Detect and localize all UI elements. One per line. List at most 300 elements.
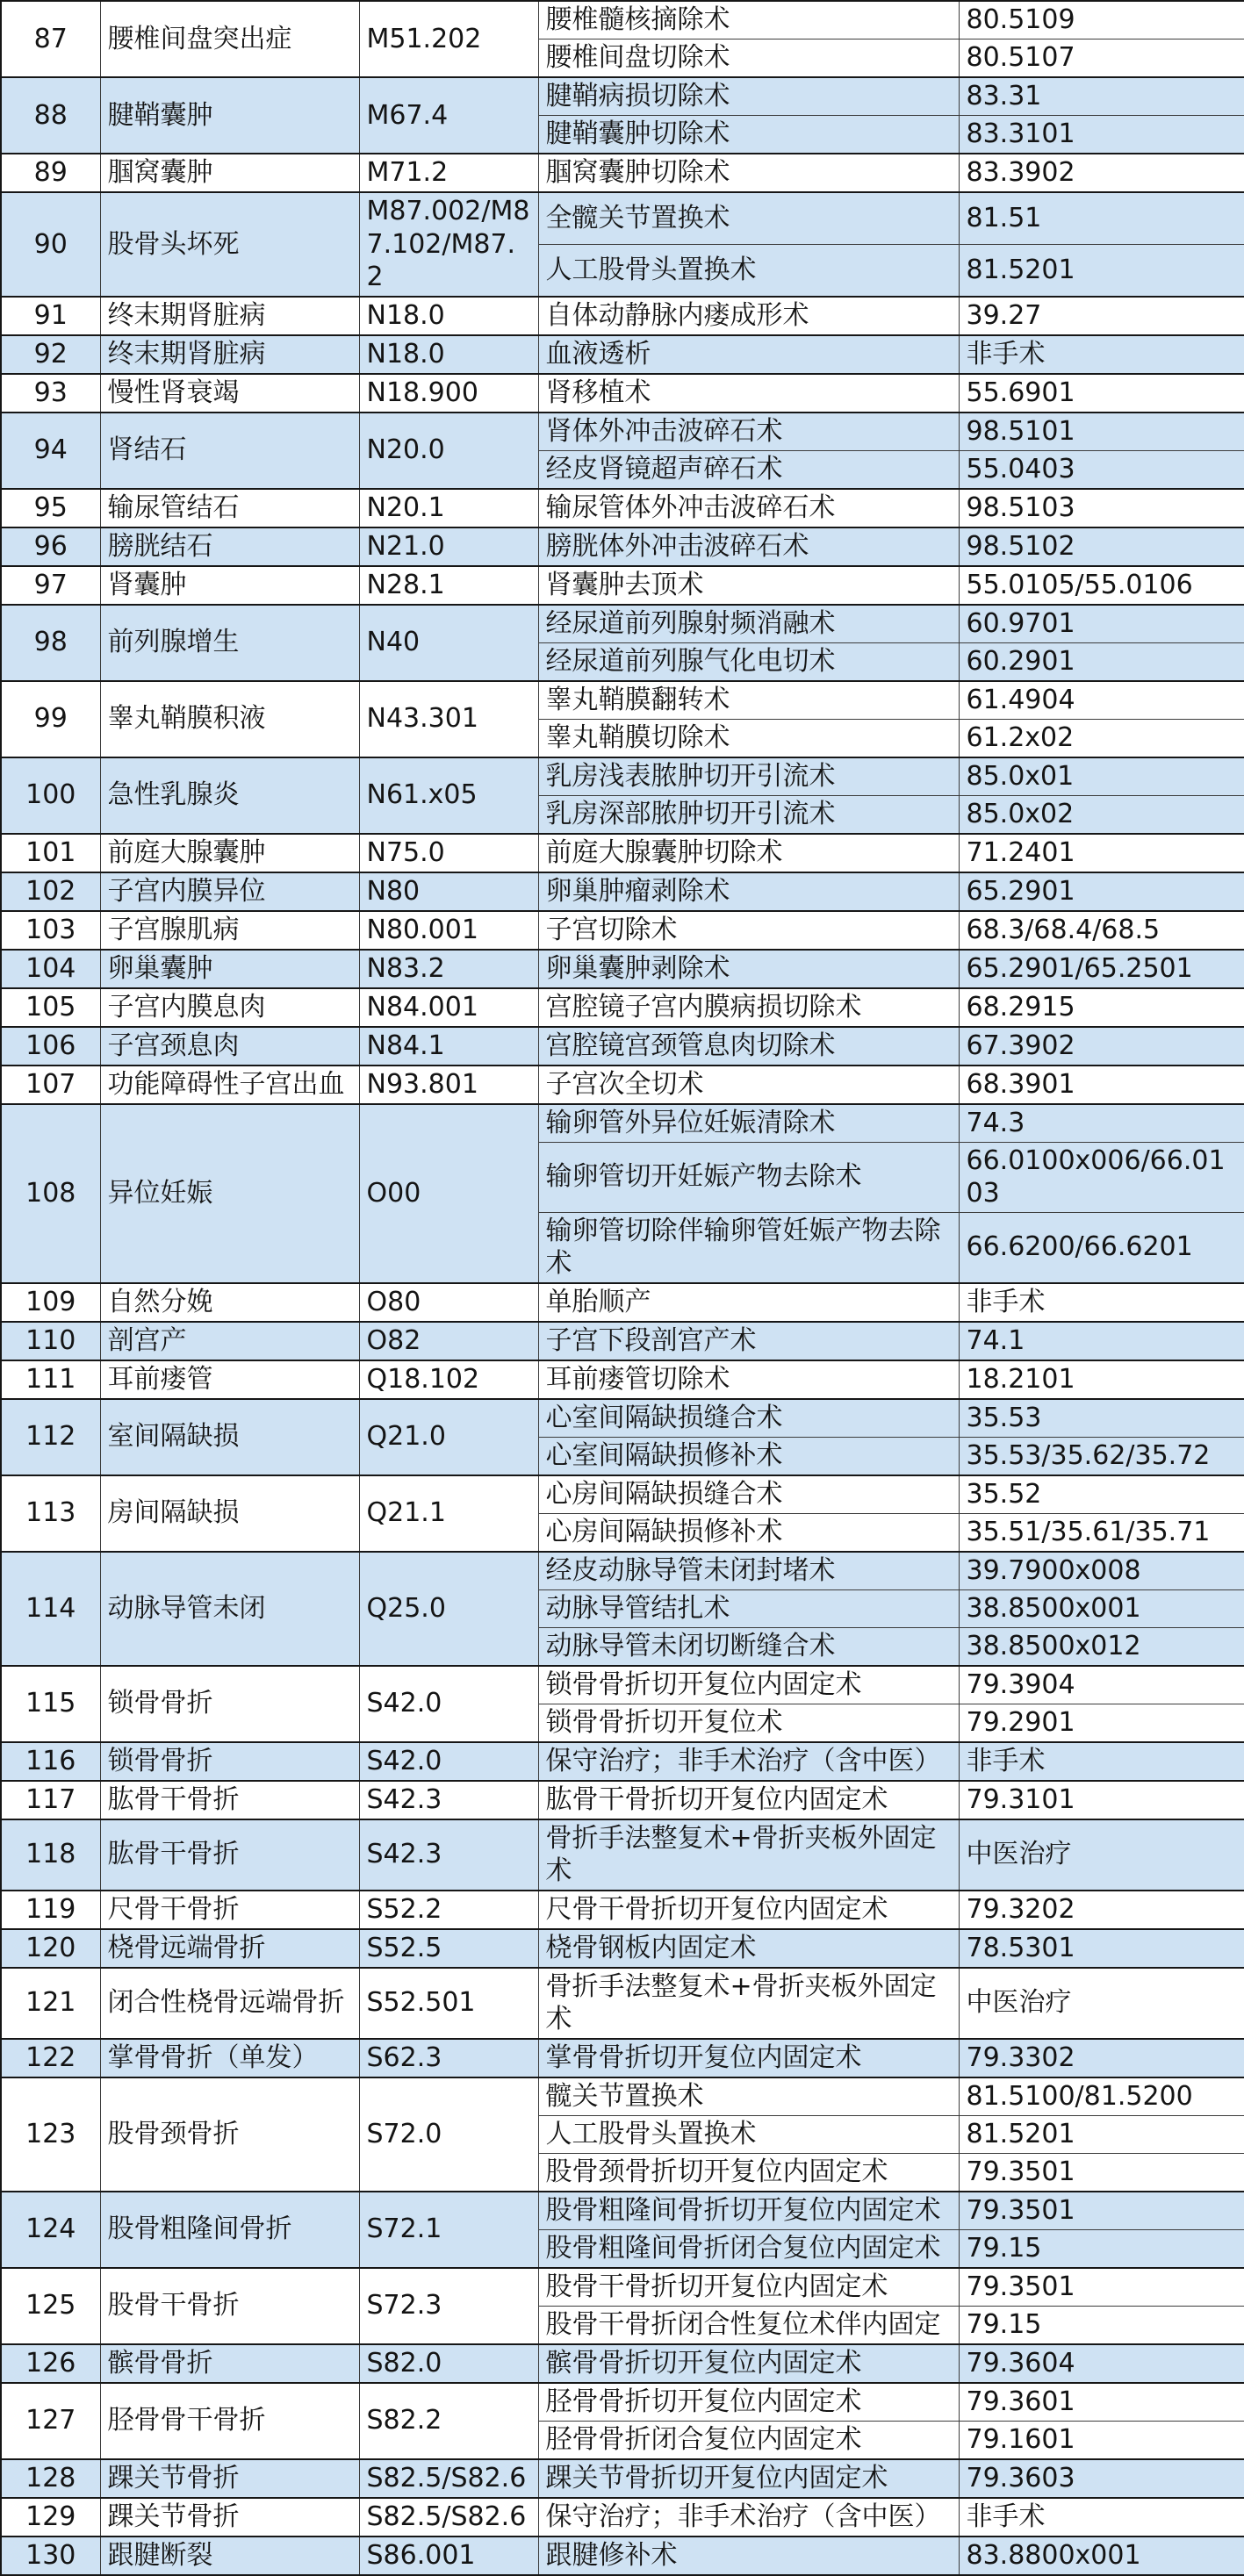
diagnosis-cell: 房间隔缺损	[100, 1475, 359, 1552]
diagnosis-cell: 掌骨骨折（单发）	[100, 2039, 359, 2077]
row-number-cell: 127	[1, 2383, 100, 2459]
icd10-code-cell: N61.x05	[359, 757, 538, 834]
table-row	[1, 1322, 1244, 1360]
row-number-cell: 87	[1, 1, 100, 77]
icd10-code-cell: N18.0	[359, 297, 538, 335]
icd10-code-cell: S72.0	[359, 2077, 538, 2192]
procedure-code-cell: 68.3901	[959, 1066, 1244, 1104]
diagnosis-cell: 闭合性桡骨远端骨折	[100, 1968, 359, 2039]
procedure-code-cell: 71.2401	[959, 834, 1244, 872]
procedure-code-cell: 79.3604	[959, 2344, 1244, 2383]
row-number-cell: 112	[1, 1399, 100, 1475]
procedure-name-cell: 宫腔镜子宫内膜病损切除术	[538, 988, 959, 1027]
procedure-name-cell: 输卵管切开妊娠产物去除术	[538, 1142, 959, 1212]
procedure-name-cell: 经尿道前列腺气化电切术	[538, 642, 959, 681]
icd10-code-cell: S62.3	[359, 2039, 538, 2077]
table-row	[1, 1360, 1244, 1399]
procedure-name-cell: 骨折手法整复术+骨折夹板外固定术	[538, 1819, 959, 1891]
procedure-name-cell: 股骨干骨折切开复位内固定术	[538, 2268, 959, 2307]
icd10-code-cell: N18.900	[359, 374, 538, 413]
table-row	[1, 154, 1244, 192]
procedure-code-cell: 79.3501	[959, 2192, 1244, 2230]
procedure-code-cell: 18.2101	[959, 1360, 1244, 1399]
diagnosis-cell: 髌骨骨折	[100, 2344, 359, 2383]
procedure-code-cell: 98.5103	[959, 489, 1244, 527]
procedure-name-cell: 股骨颈骨折切开复位内固定术	[538, 2153, 959, 2192]
icd10-code-cell: M51.202	[359, 1, 538, 77]
diagnosis-cell: 功能障碍性子宫出血	[100, 1066, 359, 1104]
procedure-name-cell: 骨折手法整复术+骨折夹板外固定术	[538, 1968, 959, 2039]
procedure-name-cell: 膀胱体外冲击波碎石术	[538, 527, 959, 566]
procedure-name-cell: 腘窝囊肿切除术	[538, 154, 959, 192]
row-number-cell: 125	[1, 2268, 100, 2344]
table-row	[1, 2459, 1244, 2498]
procedure-name-cell: 输尿管体外冲击波碎石术	[538, 489, 959, 527]
procedure-code-cell: 79.3601	[959, 2383, 1244, 2422]
table-row	[1, 2077, 1244, 2116]
icd10-code-cell: N84.001	[359, 988, 538, 1027]
diagnosis-cell: 尺骨干骨折	[100, 1891, 359, 1929]
table-row	[1, 757, 1244, 796]
table-row	[1, 1742, 1244, 1781]
table-row	[1, 1475, 1244, 1514]
icd10-code-cell: S82.0	[359, 2344, 538, 2383]
diagnosis-cell: 子宫内膜异位	[100, 872, 359, 911]
table-row	[1, 1891, 1244, 1929]
table-row	[1, 1968, 1244, 2039]
icd10-code-cell: M67.4	[359, 77, 538, 154]
procedure-code-cell: 79.3904	[959, 1666, 1244, 1704]
diagnosis-cell: 室间隔缺损	[100, 1399, 359, 1475]
procedure-code-cell: 中医治疗	[959, 1968, 1244, 2039]
procedure-name-cell: 跟腱修补术	[538, 2537, 959, 2575]
procedure-name-cell: 心房间隔缺损修补术	[538, 1513, 959, 1552]
procedure-code-cell: 61.4904	[959, 681, 1244, 720]
table-row	[1, 2344, 1244, 2383]
icd10-code-cell: N43.301	[359, 681, 538, 757]
procedure-code-cell: 98.5102	[959, 527, 1244, 566]
row-number-cell: 109	[1, 1283, 100, 1322]
table-row	[1, 1781, 1244, 1819]
procedure-name-cell: 腱鞘病损切除术	[538, 77, 959, 116]
icd10-code-cell: Q21.0	[359, 1399, 538, 1475]
procedure-name-cell: 肾移植术	[538, 374, 959, 413]
table-row	[1, 1066, 1244, 1104]
table-row	[1, 988, 1244, 1027]
icd10-code-cell: O82	[359, 1322, 538, 1360]
table-row	[1, 2192, 1244, 2230]
table-row	[1, 297, 1244, 335]
procedure-table-body	[1, 1, 1244, 2575]
row-number-cell: 107	[1, 1066, 100, 1104]
procedure-name-cell: 子宫切除术	[538, 911, 959, 950]
procedure-code-cell: 39.27	[959, 297, 1244, 335]
table-row	[1, 489, 1244, 527]
row-number-cell: 90	[1, 192, 100, 297]
row-number-cell: 98	[1, 605, 100, 681]
table-row	[1, 681, 1244, 720]
table-row	[1, 1666, 1244, 1704]
icd10-code-cell: M87.002/M87.102/M87.2	[359, 192, 538, 297]
row-number-cell: 101	[1, 834, 100, 872]
procedure-code-cell: 81.5201	[959, 2115, 1244, 2153]
procedure-name-cell: 经皮动脉导管未闭封堵术	[538, 1552, 959, 1590]
icd10-code-cell: O80	[359, 1283, 538, 1322]
icd10-code-cell: S42.3	[359, 1819, 538, 1891]
row-number-cell: 108	[1, 1104, 100, 1283]
table-row	[1, 911, 1244, 950]
row-number-cell: 122	[1, 2039, 100, 2077]
row-number-cell: 130	[1, 2537, 100, 2575]
diagnosis-cell: 股骨干骨折	[100, 2268, 359, 2344]
row-number-cell: 95	[1, 489, 100, 527]
table-row	[1, 1, 1244, 39]
diagnosis-cell: 剖宫产	[100, 1322, 359, 1360]
procedure-code-cell: 79.15	[959, 2229, 1244, 2268]
row-number-cell: 111	[1, 1360, 100, 1399]
icd10-code-cell: N20.0	[359, 413, 538, 489]
procedure-code-cell: 中医治疗	[959, 1819, 1244, 1891]
procedure-code-cell: 85.0x02	[959, 795, 1244, 834]
procedure-name-cell: 乳房浅表脓肿切开引流术	[538, 757, 959, 796]
icd10-code-cell: N40	[359, 605, 538, 681]
icd10-code-cell: N80	[359, 872, 538, 911]
procedure-code-cell: 68.3/68.4/68.5	[959, 911, 1244, 950]
procedure-code-cell: 80.5107	[959, 39, 1244, 78]
table-row	[1, 834, 1244, 872]
procedure-name-cell: 尺骨干骨折切开复位内固定术	[538, 1891, 959, 1929]
procedure-name-cell: 子宫下段剖宫产术	[538, 1322, 959, 1360]
icd10-code-cell: Q21.1	[359, 1475, 538, 1552]
procedure-code-cell: 非手术	[959, 335, 1244, 374]
procedure-code-cell: 66.0100x006/66.0103	[959, 1142, 1244, 1212]
diagnosis-cell: 肱骨干骨折	[100, 1819, 359, 1891]
icd10-code-cell: S82.5/S82.6	[359, 2459, 538, 2498]
procedure-name-cell: 心房间隔缺损缝合术	[538, 1475, 959, 1514]
icd10-code-cell: N18.0	[359, 335, 538, 374]
diagnosis-cell: 胫骨骨干骨折	[100, 2383, 359, 2459]
procedure-code-cell: 67.3902	[959, 1027, 1244, 1066]
procedure-name-cell: 踝关节骨折切开复位内固定术	[538, 2459, 959, 2498]
table-row	[1, 950, 1244, 988]
icd10-code-cell: N84.1	[359, 1027, 538, 1066]
procedure-name-cell: 肱骨干骨折切开复位内固定术	[538, 1781, 959, 1819]
procedure-code-cell: 79.3501	[959, 2153, 1244, 2192]
table-row	[1, 2498, 1244, 2537]
procedure-code-cell: 79.3101	[959, 1781, 1244, 1819]
procedure-name-cell: 前庭大腺囊肿切除术	[538, 834, 959, 872]
row-number-cell: 103	[1, 911, 100, 950]
table-row	[1, 1819, 1244, 1891]
row-number-cell: 110	[1, 1322, 100, 1360]
procedure-name-cell: 胫骨骨折切开复位内固定术	[538, 2383, 959, 2422]
procedure-code-cell: 35.52	[959, 1475, 1244, 1514]
diagnosis-cell: 肾囊肿	[100, 566, 359, 605]
procedure-code-cell: 74.3	[959, 1104, 1244, 1143]
procedure-name-cell: 经皮肾镜超声碎石术	[538, 450, 959, 489]
row-number-cell: 116	[1, 1742, 100, 1781]
procedure-name-cell: 睾丸鞘膜翻转术	[538, 681, 959, 720]
procedure-code-cell: 35.53/35.62/35.72	[959, 1437, 1244, 1475]
row-number-cell: 105	[1, 988, 100, 1027]
row-number-cell: 113	[1, 1475, 100, 1552]
diagnosis-cell: 耳前瘘管	[100, 1360, 359, 1399]
procedure-code-cell: 60.2901	[959, 642, 1244, 681]
procedure-name-cell: 髌骨骨折切开复位内固定术	[538, 2344, 959, 2383]
procedure-name-cell: 锁骨骨折切开复位内固定术	[538, 1666, 959, 1704]
icd10-code-cell: N21.0	[359, 527, 538, 566]
procedure-code-cell: 65.2901/65.2501	[959, 950, 1244, 988]
procedure-code-cell: 83.8800x001	[959, 2537, 1244, 2575]
table-row	[1, 335, 1244, 374]
diagnosis-cell: 踝关节骨折	[100, 2459, 359, 2498]
icd10-code-cell: N80.001	[359, 911, 538, 950]
diagnosis-cell: 自然分娩	[100, 1283, 359, 1322]
diagnosis-cell: 股骨颈骨折	[100, 2077, 359, 2192]
procedure-code-cell: 65.2901	[959, 872, 1244, 911]
diagnosis-cell: 肱骨干骨折	[100, 1781, 359, 1819]
procedure-code-cell: 80.5109	[959, 1, 1244, 39]
diagnosis-cell: 前庭大腺囊肿	[100, 834, 359, 872]
table-row	[1, 192, 1244, 244]
diagnosis-cell: 急性乳腺炎	[100, 757, 359, 834]
procedure-name-cell: 胫骨骨折闭合复位内固定术	[538, 2421, 959, 2459]
procedure-code-cell: 55.0105/55.0106	[959, 566, 1244, 605]
diagnosis-cell: 子宫腺肌病	[100, 911, 359, 950]
icd10-code-cell: S42.0	[359, 1666, 538, 1742]
procedure-code-cell: 83.3902	[959, 154, 1244, 192]
procedure-name-cell: 髋关节置换术	[538, 2077, 959, 2116]
procedure-name-cell: 卵巢囊肿剥除术	[538, 950, 959, 988]
procedure-code-cell: 68.2915	[959, 988, 1244, 1027]
row-number-cell: 126	[1, 2344, 100, 2383]
table-row	[1, 2383, 1244, 2422]
procedure-name-cell: 保守治疗；非手术治疗（含中医）	[538, 2498, 959, 2537]
icd10-code-cell: S42.0	[359, 1742, 538, 1781]
row-number-cell: 114	[1, 1552, 100, 1666]
row-number-cell: 93	[1, 374, 100, 413]
row-number-cell: 117	[1, 1781, 100, 1819]
row-number-cell: 91	[1, 297, 100, 335]
diagnosis-cell: 输尿管结石	[100, 489, 359, 527]
procedure-name-cell: 动脉导管未闭切断缝合术	[538, 1627, 959, 1666]
icd10-code-cell: N20.1	[359, 489, 538, 527]
row-number-cell: 100	[1, 757, 100, 834]
procedure-name-cell: 心室间隔缺损修补术	[538, 1437, 959, 1475]
row-number-cell: 96	[1, 527, 100, 566]
procedure-code-cell: 非手术	[959, 1283, 1244, 1322]
table-row	[1, 2537, 1244, 2575]
procedure-code-cell: 79.3603	[959, 2459, 1244, 2498]
procedure-code-cell: 38.8500x001	[959, 1589, 1244, 1627]
procedure-name-cell: 肾体外冲击波碎石术	[538, 413, 959, 451]
row-number-cell: 129	[1, 2498, 100, 2537]
table-row	[1, 566, 1244, 605]
row-number-cell: 119	[1, 1891, 100, 1929]
table-row	[1, 872, 1244, 911]
icd10-code-cell: S82.5/S82.6	[359, 2498, 538, 2537]
icd10-code-cell: O00	[359, 1104, 538, 1283]
procedure-code-cell: 81.5201	[959, 244, 1244, 296]
icd10-code-cell: S86.001	[359, 2537, 538, 2575]
row-number-cell: 106	[1, 1027, 100, 1066]
diagnosis-cell: 慢性肾衰竭	[100, 374, 359, 413]
procedure-name-cell: 股骨粗隆间骨折切开复位内固定术	[538, 2192, 959, 2230]
diagnosis-cell: 锁骨骨折	[100, 1666, 359, 1742]
table-row	[1, 1283, 1244, 1322]
diagnosis-cell: 终末期肾脏病	[100, 297, 359, 335]
icd10-code-cell: N75.0	[359, 834, 538, 872]
procedure-name-cell: 输卵管外异位妊娠清除术	[538, 1104, 959, 1143]
icd10-code-cell: Q25.0	[359, 1552, 538, 1666]
table-row	[1, 2039, 1244, 2077]
diagnosis-cell: 股骨粗隆间骨折	[100, 2192, 359, 2268]
diagnosis-cell: 动脉导管未闭	[100, 1552, 359, 1666]
table-row	[1, 77, 1244, 116]
table-row	[1, 527, 1244, 566]
table-row	[1, 1929, 1244, 1968]
procedure-code-cell: 非手术	[959, 1742, 1244, 1781]
procedure-code-cell: 79.3202	[959, 1891, 1244, 1929]
diagnosis-cell: 前列腺增生	[100, 605, 359, 681]
diagnosis-cell: 卵巢囊肿	[100, 950, 359, 988]
diagnosis-cell: 肾结石	[100, 413, 359, 489]
diagnosis-cell: 股骨头坏死	[100, 192, 359, 297]
procedure-name-cell: 肾囊肿去顶术	[538, 566, 959, 605]
table-row	[1, 1399, 1244, 1438]
procedure-name-cell: 股骨干骨折闭合性复位术伴内固定	[538, 2306, 959, 2344]
diagnosis-cell: 终末期肾脏病	[100, 335, 359, 374]
procedure-name-cell: 宫腔镜宫颈管息肉切除术	[538, 1027, 959, 1066]
procedure-code-cell: 85.0x01	[959, 757, 1244, 796]
row-number-cell: 121	[1, 1968, 100, 2039]
procedure-name-cell: 人工股骨头置换术	[538, 2115, 959, 2153]
procedure-code-cell: 81.51	[959, 192, 1244, 244]
diagnosis-cell: 锁骨骨折	[100, 1742, 359, 1781]
procedure-name-cell: 人工股骨头置换术	[538, 244, 959, 296]
procedure-name-cell: 心室间隔缺损缝合术	[538, 1399, 959, 1438]
row-number-cell: 92	[1, 335, 100, 374]
procedure-code-cell: 61.2x02	[959, 719, 1244, 757]
table-row	[1, 605, 1244, 643]
row-number-cell: 99	[1, 681, 100, 757]
icd10-code-cell: S82.2	[359, 2383, 538, 2459]
icd10-code-cell: S72.1	[359, 2192, 538, 2268]
procedure-name-cell: 动脉导管结扎术	[538, 1589, 959, 1627]
procedure-code-cell: 74.1	[959, 1322, 1244, 1360]
procedure-code-cell: 79.3302	[959, 2039, 1244, 2077]
diagnosis-cell: 子宫颈息肉	[100, 1027, 359, 1066]
procedure-name-cell: 股骨粗隆间骨折闭合复位内固定术	[538, 2229, 959, 2268]
icd10-code-cell: N93.801	[359, 1066, 538, 1104]
procedure-code-cell: 非手术	[959, 2498, 1244, 2537]
row-number-cell: 89	[1, 154, 100, 192]
procedure-name-cell: 掌骨骨折切开复位内固定术	[538, 2039, 959, 2077]
procedure-code-cell: 79.3501	[959, 2268, 1244, 2307]
procedure-name-cell: 乳房深部脓肿切开引流术	[538, 795, 959, 834]
procedure-code-cell: 66.6200/66.6201	[959, 1212, 1244, 1283]
diagnosis-cell: 跟腱断裂	[100, 2537, 359, 2575]
procedure-code-cell: 79.1601	[959, 2421, 1244, 2459]
procedure-name-cell: 桡骨钢板内固定术	[538, 1929, 959, 1968]
procedure-code-cell: 38.8500x012	[959, 1627, 1244, 1666]
procedure-name-cell: 子宫次全切术	[538, 1066, 959, 1104]
row-number-cell: 104	[1, 950, 100, 988]
diagnosis-cell: 异位妊娠	[100, 1104, 359, 1283]
table-row	[1, 1027, 1244, 1066]
icd10-code-cell: S52.2	[359, 1891, 538, 1929]
procedure-name-cell: 锁骨骨折切开复位术	[538, 1704, 959, 1742]
diagnosis-cell: 膀胱结石	[100, 527, 359, 566]
row-number-cell: 123	[1, 2077, 100, 2192]
row-number-cell: 94	[1, 413, 100, 489]
procedure-name-cell: 血液透析	[538, 335, 959, 374]
diagnosis-cell: 子宫内膜息肉	[100, 988, 359, 1027]
table-row	[1, 374, 1244, 413]
procedure-name-cell: 睾丸鞘膜切除术	[538, 719, 959, 757]
diagnosis-cell: 腱鞘囊肿	[100, 77, 359, 154]
icd10-code-cell: S52.5	[359, 1929, 538, 1968]
procedure-code-cell: 35.53	[959, 1399, 1244, 1438]
icd10-code-cell: N28.1	[359, 566, 538, 605]
procedure-code-cell: 83.3101	[959, 116, 1244, 154]
diagnosis-cell: 腰椎间盘突出症	[100, 1, 359, 77]
procedure-name-cell: 卵巢肿瘤剥除术	[538, 872, 959, 911]
icd10-code-cell: S52.501	[359, 1968, 538, 2039]
procedure-code-cell: 79.15	[959, 2306, 1244, 2344]
procedure-name-cell: 耳前瘘管切除术	[538, 1360, 959, 1399]
row-number-cell: 115	[1, 1666, 100, 1742]
icd10-code-cell: N83.2	[359, 950, 538, 988]
procedure-name-cell: 保守治疗；非手术治疗（含中医）	[538, 1742, 959, 1781]
procedure-code-cell: 35.51/35.61/35.71	[959, 1513, 1244, 1552]
diagnosis-cell: 踝关节骨折	[100, 2498, 359, 2537]
icd10-code-cell: S42.3	[359, 1781, 538, 1819]
procedure-code-cell: 55.0403	[959, 450, 1244, 489]
procedure-code-cell: 60.9701	[959, 605, 1244, 643]
procedure-name-cell: 腱鞘囊肿切除术	[538, 116, 959, 154]
icd10-code-cell: Q18.102	[359, 1360, 538, 1399]
procedure-code-cell: 78.5301	[959, 1929, 1244, 1968]
diagnosis-cell: 睾丸鞘膜积液	[100, 681, 359, 757]
procedure-name-cell: 全髋关节置换术	[538, 192, 959, 244]
row-number-cell: 124	[1, 2192, 100, 2268]
table-row	[1, 1552, 1244, 1590]
procedure-code-cell: 81.5100/81.5200	[959, 2077, 1244, 2116]
procedure-name-cell: 经尿道前列腺射频消融术	[538, 605, 959, 643]
icd10-code-cell: M71.2	[359, 154, 538, 192]
procedure-name-cell: 腰椎髓核摘除术	[538, 1, 959, 39]
diagnosis-cell: 腘窝囊肿	[100, 154, 359, 192]
procedure-name-cell: 单胎顺产	[538, 1283, 959, 1322]
row-number-cell: 118	[1, 1819, 100, 1891]
procedure-code-cell: 83.31	[959, 77, 1244, 116]
row-number-cell: 102	[1, 872, 100, 911]
diagnosis-cell: 桡骨远端骨折	[100, 1929, 359, 1968]
row-number-cell: 120	[1, 1929, 100, 1968]
table-row	[1, 1104, 1244, 1143]
table-row	[1, 413, 1244, 451]
table-row	[1, 2268, 1244, 2307]
procedure-code-cell: 79.2901	[959, 1704, 1244, 1742]
procedure-name-cell: 腰椎间盘切除术	[538, 39, 959, 78]
procedure-code-cell: 98.5101	[959, 413, 1244, 451]
procedure-code-cell: 39.7900x008	[959, 1552, 1244, 1590]
procedure-code-cell: 55.6901	[959, 374, 1244, 413]
row-number-cell: 88	[1, 77, 100, 154]
row-number-cell: 97	[1, 566, 100, 605]
row-number-cell: 128	[1, 2459, 100, 2498]
